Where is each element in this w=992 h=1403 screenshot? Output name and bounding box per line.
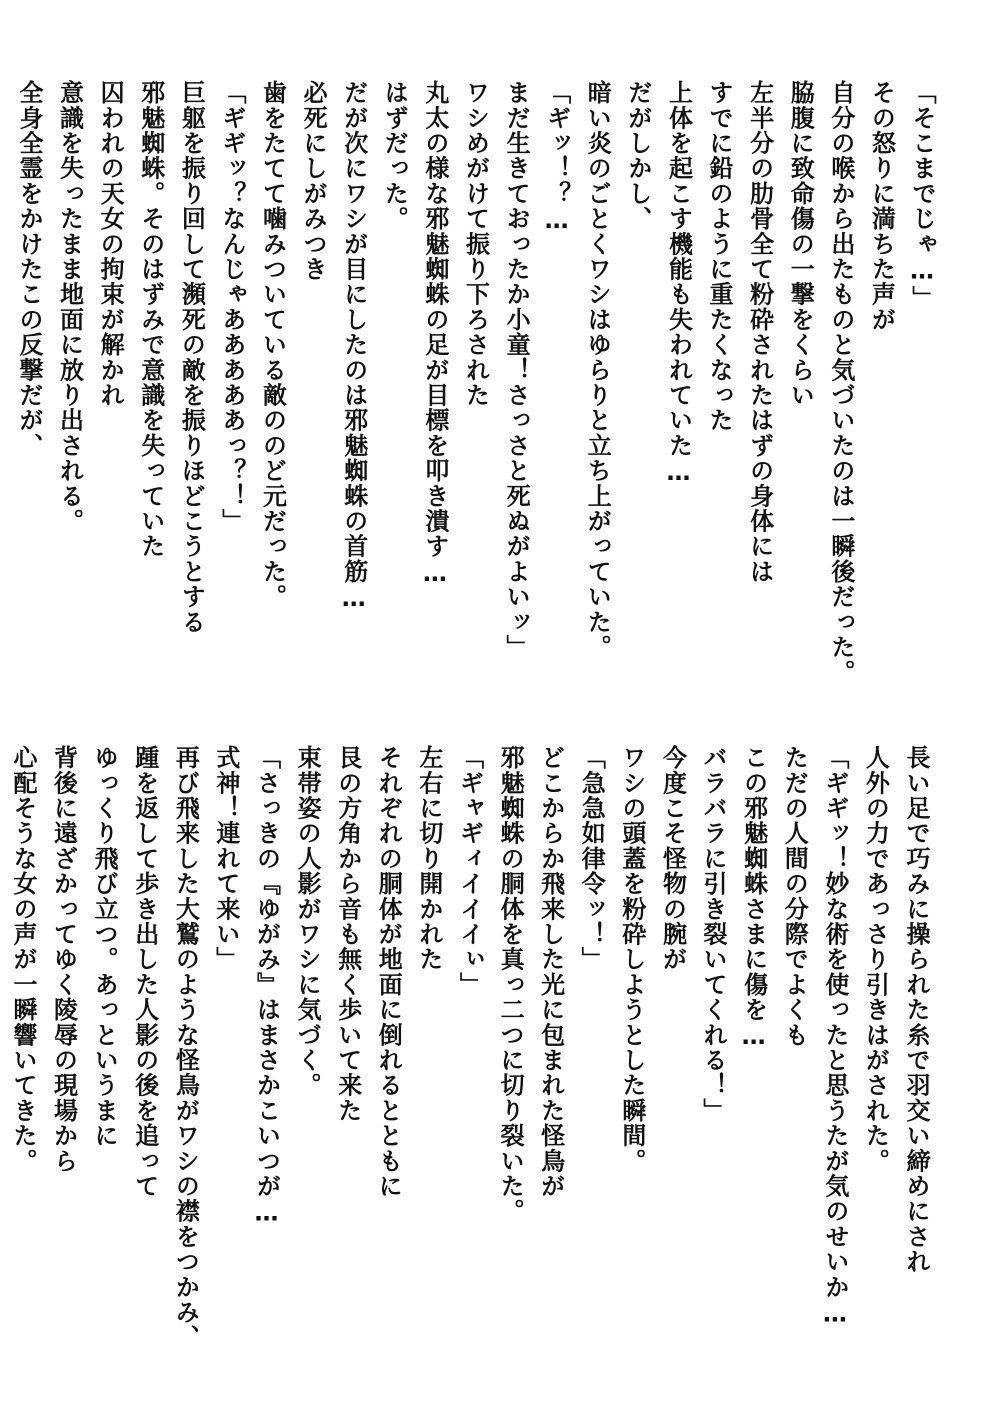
text-line: この邪魅蜘蛛さまに傷を… bbox=[739, 745, 768, 1052]
text-line: それぞれの胴体が地面に倒れるとともに bbox=[374, 745, 403, 1199]
text-line: 必死にしがみつき bbox=[299, 80, 328, 282]
text-line: その怒りに満ちた声が bbox=[867, 80, 896, 332]
text-line: 「さっきの『ゆがみ』はまさかこいつが… bbox=[252, 745, 281, 1228]
text-line: だがしかし、 bbox=[623, 80, 652, 232]
text-line: 艮の方角から音も無く歩いて来た bbox=[333, 745, 362, 1123]
text-line: ゆっくり飛び立つ。あっというまに bbox=[90, 745, 119, 1149]
text-line: 全身全霊をかけたこの反撃だが、 bbox=[14, 80, 43, 458]
text-line: だが次にワシが目にしたのは邪魅蜘蛛の首筋… bbox=[339, 80, 368, 614]
text-line: まだ生きておったか小童！さっさと死ぬがよいッ」 bbox=[502, 80, 531, 660]
text-line: 暗い炎のごとくワシはゆらりと立ち上がっていた。 bbox=[583, 80, 612, 660]
text-line: バラバラに引き裂いてくれる！」 bbox=[699, 745, 728, 1123]
text-line: 束帯姿の人影がワシに気づく。 bbox=[293, 745, 322, 1098]
text-line: 巨躯を振り回して瀕死の敵を振りほどこうとする bbox=[177, 80, 206, 635]
lower-text-block bbox=[8, 745, 936, 1385]
upper-text-block bbox=[14, 80, 942, 720]
text-line: 丸太の様な邪魅蜘蛛の足が目標を叩き潰す… bbox=[420, 80, 449, 588]
text-line: 「ギギッ！妙な術を使ったと思うたが気のせいか… bbox=[820, 745, 849, 1329]
text-line: 「ギギッ？なんじゃあああああっ？！」 bbox=[217, 80, 246, 534]
text-line: ワシの頭蓋を粉砕しようとした瞬間。 bbox=[617, 745, 646, 1174]
text-line bbox=[0, 745, 2, 1385]
text-line: 「ギッ！？… bbox=[542, 80, 571, 236]
text-line: 上体を起こす機能も失われていた… bbox=[664, 80, 693, 488]
text-line: 意識を失ったまま地面に放り出される。 bbox=[55, 80, 84, 534]
text-line: すでに鉛のように重たくなった bbox=[705, 80, 734, 433]
text-line: 邪魅蜘蛛の胴体を真っ二つに切り裂いた。 bbox=[496, 745, 525, 1224]
text-line: はずだった。 bbox=[380, 80, 409, 232]
text-line: 「急急如律令ッ！」 bbox=[577, 745, 606, 972]
text-line: 心配そうな女の声が一瞬響いてきた。 bbox=[8, 745, 37, 1174]
text-line: 再び飛来した大鷲のような怪鳥がワシの襟をつかみ、 bbox=[171, 745, 200, 1350]
text-line: ただの人間の分際でよくも bbox=[780, 745, 809, 1048]
text-line: どこからか飛来した光に包まれた怪鳥が bbox=[536, 745, 565, 1199]
text-line: 人外の力であっさり引きはがされた。 bbox=[861, 745, 890, 1174]
text-line: 踵を返して歩き出した人影の後を追って bbox=[130, 745, 159, 1199]
text-line: 背後に遠ざかってゆく陵辱の現場から bbox=[49, 745, 78, 1174]
text-line: 「そこまでじゃ…」 bbox=[908, 80, 936, 311]
text-line: 左半分の肋骨全て粉砕されたはずの身体には bbox=[745, 80, 774, 584]
text-line: 囚われの天女の拘束が解かれ bbox=[96, 80, 125, 408]
text-line: 長い足で巧みに操られた糸で羽交い締めにされ bbox=[902, 745, 930, 1275]
text-line: ワシめがけて振り下ろされた bbox=[461, 80, 490, 408]
text-line: 脇腹に致命傷の一撃をくらい bbox=[786, 80, 815, 408]
text-line: 今度こそ怪物の腕が bbox=[658, 745, 687, 972]
text-line: 自分の喉から出たものと気づいたのは一瞬後だった。 bbox=[826, 80, 855, 685]
text-line: 歯をたてて噛みついている敵ののど元だった。 bbox=[258, 80, 287, 610]
text-line: 左右に切り開かれた bbox=[414, 745, 443, 972]
text-line: 「ギャギィイイイぃ」 bbox=[455, 745, 484, 997]
text-line: 式神！連れて来い」 bbox=[211, 745, 240, 972]
text-line: 邪魅蜘蛛。そのはずみで意識を失っていた bbox=[136, 80, 165, 559]
